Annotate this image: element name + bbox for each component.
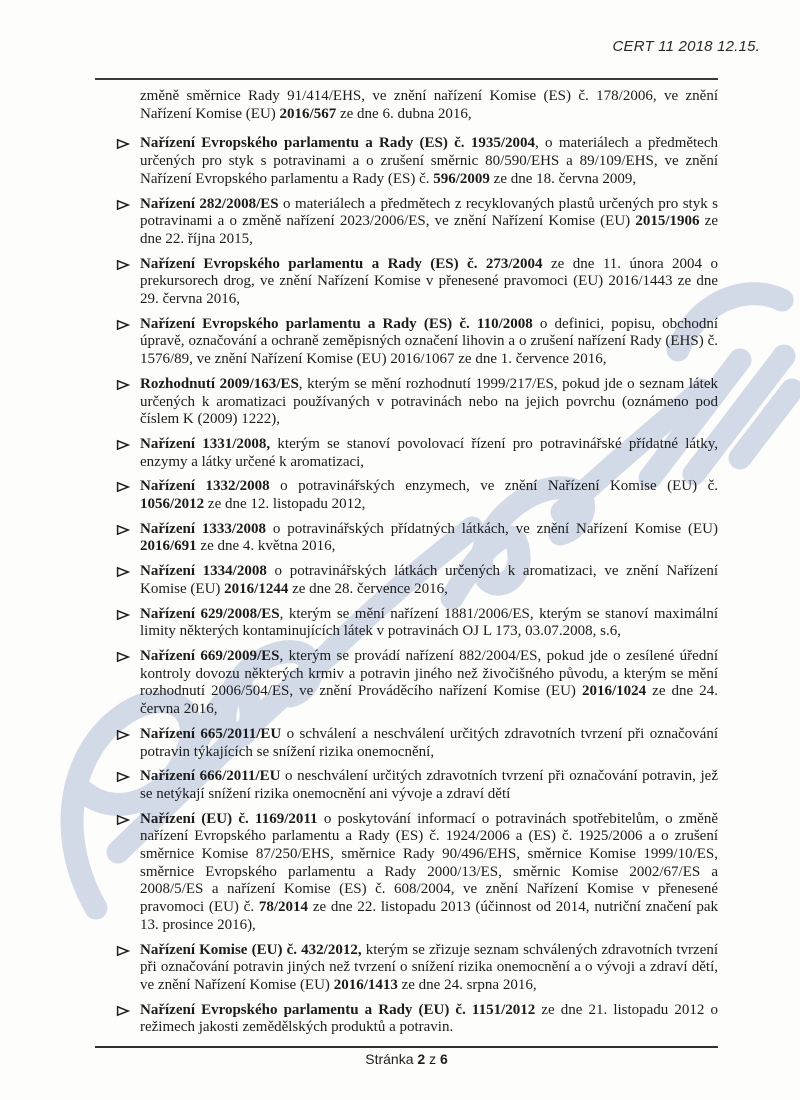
bullet-arrow-icon [116,771,130,783]
list-item-text: Nařízení 1331/2008, kterým se stanoví povolovací řízení pro potravinářské přídatné látky, enzymy a látky určené k aromatizaci, [140,435,719,470]
footer-label: Stránka [365,1051,414,1067]
header-date: CERT 11 2018 12.15. [612,38,760,55]
list-item [95,768,718,803]
content [95,88,718,1044]
list-item-text: Nařízení Evropského parlamentu a Rady (ES) č. 1935/2004, o materiálech a předmětech určených pro styk s potravinami a o zrušení směrnic 80/590/EHS a 89/109/EHS, ve znění Nařízení Evropského parlamentu a Rady (ES) č. 596/2009 ze dne 18. června 2009, [140,135,718,187]
list-item-text: Nařízení 669/2009/ES, kterým se provádí nařízení 882/2004/ES, pokud jde o zesílené úřední kontroly dovozu některých krmiv a potravin jiného než živočišného původu, a kterým se mění rozhodnutí 2006/504/ES, ve znění Prováděcího nařízení Komise (EU) 2016/1024 ze dne 24. června 2016, [140,647,718,718]
bullet-arrow-icon [116,379,130,391]
list-item [95,606,718,641]
list-item-text: Nařízení 1334/2008 o potravinářských látkách určených k aromatizaci, ve znění Nařízení Komise (EU) 2016/1244 ze dne 28. července 2016, [140,563,718,597]
list-item [95,436,718,471]
list-item-text: Nařízení Komise (EU) č. 432/2012, kterým se zřizuje seznam schválených zdravotních tvrzení při označování potravin jiných než tvrzení o snížení rizika onemocnění a o vývoji a zdraví dětí, ve znění Nařízení Komise (EU) 2016/1413 ze dne 24. srpna 2016, [140,941,718,993]
regulation-list [95,135,718,1037]
bullet-arrow-icon [116,814,130,826]
list-item [95,478,718,513]
list-item [95,256,718,309]
list-item [95,726,718,761]
bullet-arrow-icon [116,259,130,271]
footer-total-pages: 6 [439,1051,448,1067]
list-item-text: Nařízení Evropského parlamentu a Rady (ES) č. 110/2008 o definici, popisu, obchodní úpravě, označování a ochraně zeměpisných označení lihovin a o zrušení nařízení Rady (EHS) č. 1576/89, ve znění Nařízení Komise (EU) 2016/1067 ze dne 1. července 2016, [140,315,718,368]
list-item [95,376,718,429]
bullet-arrow-icon [116,566,130,578]
footer-current-page: 2 [417,1051,426,1067]
footer-separator: z [429,1051,437,1067]
bullet-arrow-icon [116,481,130,493]
bullet-arrow-icon [116,199,130,211]
list-item-text: Nařízení 665/2011/EU o schválení a neschválení určitých zdravotních tvrzení při označování potravin týkajících se snížení rizika onemocnění, [140,725,718,760]
footer-page-number [95,1051,718,1068]
list-item [95,811,718,935]
list-item [95,942,718,995]
list-item-text: Nařízení (EU) č. 1169/2011 o poskytování informací o potravinách spotřebitelům, o změně nařízení Evropského parlamentu a Rady (ES) č. 1924/2006 a (ES) č. 1925/2006 a o zrušení směrnice Komise 87/250/EHS, směrnice Rady 90/496/EHS, směrnice Komise 1999/10/ES, směrnice Evropského parlamentu a Rady 2000/13/ES, směrnic Komise 2002/67/ES a 2008/5/ES a nařízení Komise (ES) č. 608/2004, ve znění Nařízení Komise v přenesené pravomoci (EU) č. 78/2014 ze dne 22. listopadu 2013 (účinnost od 2014, nutriční značení pak 13. prosince 2016), [140,810,719,933]
bullet-arrow-icon [116,609,130,621]
list-item [95,563,718,598]
bullet-arrow-icon [116,524,130,536]
intro-paragraph: změně směrnice Rady 91/414/EHS, ve znění nařízení Komise (ES) č. 178/2006, ve znění Nařízení Komise (EU) 2016/567 ze dne 6. dubna 2016, [140,88,718,122]
list-item-text: Nařízení 629/2008/ES, kterým se mění nařízení 1881/2006/ES, kterým se stanoví maximální limity některých kontaminujících látek v potravinách OJ L 173, 03.07.2008, s.6, [140,605,718,640]
bullet-arrow-icon [116,651,130,663]
list-item-text: Nařízení 1332/2008 o potravinářských enzymech, ve znění Nařízení Komise (EU) č. 1056/2012 ze dne 12. listopadu 2012, [140,478,718,513]
list-item-text: Nařízení 666/2011/EU o neschválení určitých zdravotních tvrzení při označování potravin, jež se netýkají snížení rizika onemocnění ani vývoje a zdraví dětí [140,768,718,802]
header-rule [95,78,718,80]
list-item-text: Nařízení 1333/2008 o potravinářských přídatných látkách, ve znění Nařízení Komise (EU) 2016/691 ze dne 4. května 2016, [140,520,718,555]
list-item-text: Nařízení Evropského parlamentu a Rady (ES) č. 273/2004 ze dne 11. února 2004 o prekursorech drog, ve znění Nařízení Komise v přenesené pravomoci (EU) 2016/1443 ze dne 29. června 2016, [140,255,718,308]
list-item [95,196,718,249]
list-item-text: Rozhodnutí 2009/163/ES, kterým se mění rozhodnutí 1999/217/ES, pokud jde o seznam látek určených k aromatizaci používaných v potravinách nebo na jejich povrchu (oznámeno pod číslem K (2009) 1222), [140,375,718,428]
bullet-arrow-icon [116,1005,130,1017]
list-item-text: Nařízení Evropského parlamentu a Rady (EU) č. 1151/2012 ze dne 21. listopadu 2012 o režimech jakosti zemědělských produktů a potravin. [140,1001,718,1036]
list-item [95,316,718,369]
list-item [95,1002,718,1037]
bullet-arrow-icon [116,138,130,150]
footer-rule [95,1046,718,1048]
list-item [95,648,718,719]
bullet-arrow-icon [116,439,130,451]
list-item [95,135,718,188]
list-item [95,521,718,556]
list-item-text: Nařízení 282/2008/ES o materiálech a předmětech z recyklovaných plastů určených pro styk s potravinami a o změně nařízení 2023/2006/ES, ve znění Nařízení Komise (EU) 2015/1906 ze dne 22. října 2015, [140,195,718,247]
bullet-arrow-icon [116,729,130,741]
bullet-arrow-icon [116,319,130,331]
bullet-arrow-icon [116,945,130,957]
